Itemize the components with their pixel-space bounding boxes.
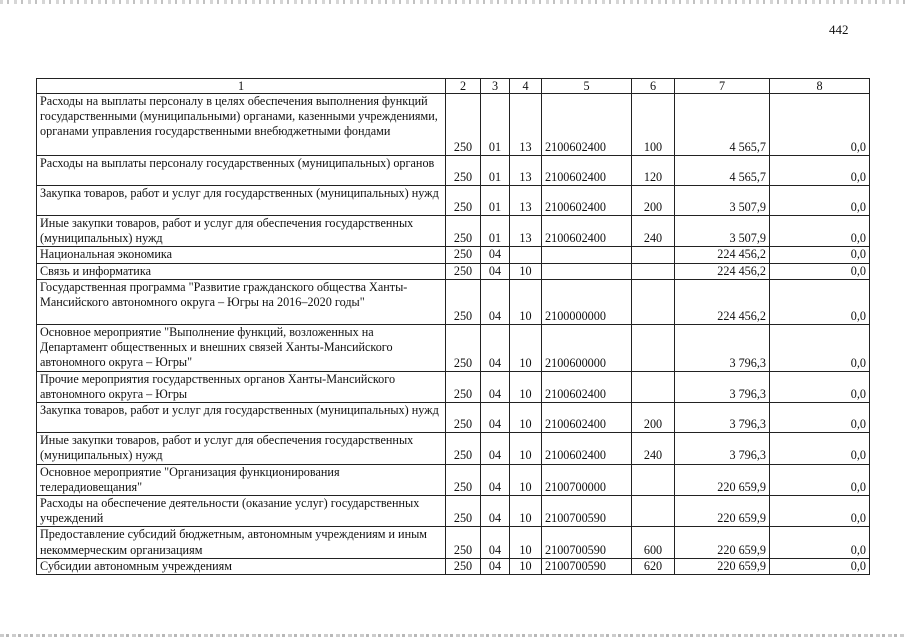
row-value-cell: 0,0	[770, 216, 870, 247]
row-name-cell: Прочие мероприятия государственных органов Ханты-Мансийского автономного округа – Югры	[37, 371, 446, 402]
row-value-cell: 220 659,9	[675, 558, 770, 574]
row-value-cell: 2100602400	[542, 156, 632, 186]
row-value-cell: 620	[632, 558, 675, 574]
column-header: 5	[542, 79, 632, 94]
row-value-cell: 250	[446, 527, 481, 558]
row-value-cell: 2100700000	[542, 464, 632, 495]
row-value-cell: 240	[632, 433, 675, 464]
row-value-cell: 0,0	[770, 247, 870, 263]
row-value-cell: 2100602400	[542, 94, 632, 156]
row-value-cell: 250	[446, 156, 481, 186]
row-value-cell: 13	[510, 216, 542, 247]
row-value-cell: 04	[481, 371, 510, 402]
row-value-cell: 0,0	[770, 156, 870, 186]
row-value-cell: 0,0	[770, 403, 870, 433]
row-name-cell: Предоставление субсидий бюджетным, автономным учреждениям и иным некоммерческим организациям	[37, 527, 446, 558]
table-row	[37, 263, 870, 279]
row-value-cell: 01	[481, 216, 510, 247]
row-value-cell: 10	[510, 527, 542, 558]
row-value-cell	[632, 324, 675, 371]
table-row	[37, 247, 870, 263]
row-value-cell	[632, 496, 675, 527]
row-value-cell: 04	[481, 279, 510, 324]
row-value-cell: 10	[510, 263, 542, 279]
row-value-cell	[632, 279, 675, 324]
row-value-cell: 0,0	[770, 94, 870, 156]
row-value-cell: 240	[632, 216, 675, 247]
column-header: 2	[446, 79, 481, 94]
table-header-row	[37, 79, 870, 94]
row-value-cell: 224 456,2	[675, 279, 770, 324]
row-name-cell: Расходы на выплаты персоналу государственных (муниципальных) органов	[37, 156, 446, 186]
row-value-cell: 220 659,9	[675, 464, 770, 495]
row-value-cell: 10	[510, 371, 542, 402]
table-row	[37, 403, 870, 433]
row-value-cell: 04	[481, 403, 510, 433]
row-value-cell: 3 796,3	[675, 433, 770, 464]
row-value-cell: 2100602400	[542, 371, 632, 402]
row-value-cell: 0,0	[770, 279, 870, 324]
row-value-cell: 10	[510, 279, 542, 324]
table-row	[37, 464, 870, 495]
table-row	[37, 186, 870, 216]
row-value-cell: 2100700590	[542, 496, 632, 527]
row-value-cell	[632, 247, 675, 263]
row-value-cell: 224 456,2	[675, 263, 770, 279]
row-value-cell: 04	[481, 433, 510, 464]
row-value-cell: 0,0	[770, 496, 870, 527]
table-row	[37, 156, 870, 186]
row-value-cell: 01	[481, 94, 510, 156]
table-row	[37, 433, 870, 464]
row-value-cell: 600	[632, 527, 675, 558]
row-value-cell: 200	[632, 186, 675, 216]
row-name-cell: Основное мероприятие "Организация функционирования телерадиовещания"	[37, 464, 446, 495]
row-value-cell: 250	[446, 94, 481, 156]
row-value-cell: 250	[446, 216, 481, 247]
column-header: 3	[481, 79, 510, 94]
table-row	[37, 558, 870, 574]
row-value-cell: 250	[446, 403, 481, 433]
row-value-cell: 04	[481, 527, 510, 558]
scan-edge-top	[0, 0, 905, 4]
row-name-cell: Государственная программа "Развитие гражданского общества Ханты-Мансийского автономного округа – Югры на 2016–2020 годы"	[37, 279, 446, 324]
scan-edge-bottom	[0, 634, 905, 637]
row-value-cell: 2100600000	[542, 324, 632, 371]
row-value-cell: 2100602400	[542, 186, 632, 216]
row-value-cell: 3 507,9	[675, 186, 770, 216]
row-name-cell: Связь и информатика	[37, 263, 446, 279]
row-value-cell: 220 659,9	[675, 496, 770, 527]
row-value-cell: 4 565,7	[675, 94, 770, 156]
row-value-cell	[542, 263, 632, 279]
row-value-cell: 224 456,2	[675, 247, 770, 263]
row-value-cell: 250	[446, 279, 481, 324]
row-value-cell: 0,0	[770, 558, 870, 574]
row-name-cell: Расходы на выплаты персоналу в целях обеспечения выполнения функций государственными (муниципальными) органами, казенными учреждениями, органами управления государственными внебюджетными фондами	[37, 94, 446, 156]
row-value-cell: 04	[481, 247, 510, 263]
row-name-cell: Иные закупки товаров, работ и услуг для обеспечения государственных (муниципальных) нужд	[37, 216, 446, 247]
row-value-cell: 200	[632, 403, 675, 433]
row-value-cell: 100	[632, 94, 675, 156]
row-value-cell: 250	[446, 464, 481, 495]
row-value-cell: 10	[510, 433, 542, 464]
row-value-cell: 0,0	[770, 263, 870, 279]
row-value-cell: 01	[481, 186, 510, 216]
row-value-cell: 04	[481, 464, 510, 495]
row-name-cell: Закупка товаров, работ и услуг для государственных (муниципальных) нужд	[37, 403, 446, 433]
row-value-cell: 2100602400	[542, 216, 632, 247]
row-value-cell: 10	[510, 324, 542, 371]
table-row	[37, 324, 870, 371]
row-value-cell: 13	[510, 94, 542, 156]
row-value-cell: 3 796,3	[675, 403, 770, 433]
row-value-cell: 250	[446, 558, 481, 574]
row-value-cell: 2100602400	[542, 403, 632, 433]
row-value-cell: 10	[510, 403, 542, 433]
table-row	[37, 371, 870, 402]
column-header: 7	[675, 79, 770, 94]
row-value-cell: 250	[446, 324, 481, 371]
budget-table	[36, 78, 870, 575]
row-value-cell: 3 796,3	[675, 371, 770, 402]
column-header: 1	[37, 79, 446, 94]
row-value-cell: 2100000000	[542, 279, 632, 324]
row-value-cell: 13	[510, 186, 542, 216]
table-row	[37, 527, 870, 558]
row-value-cell: 250	[446, 186, 481, 216]
row-value-cell: 2100700590	[542, 527, 632, 558]
row-name-cell: Национальная экономика	[37, 247, 446, 263]
row-value-cell: 04	[481, 324, 510, 371]
row-value-cell: 3 507,9	[675, 216, 770, 247]
row-value-cell: 2100700590	[542, 558, 632, 574]
table-row	[37, 94, 870, 156]
row-value-cell: 3 796,3	[675, 324, 770, 371]
column-header: 6	[632, 79, 675, 94]
row-value-cell: 10	[510, 496, 542, 527]
row-value-cell: 2100602400	[542, 433, 632, 464]
row-value-cell	[632, 371, 675, 402]
row-value-cell: 04	[481, 558, 510, 574]
row-value-cell	[510, 247, 542, 263]
row-value-cell: 04	[481, 263, 510, 279]
table-row	[37, 496, 870, 527]
row-value-cell: 0,0	[770, 324, 870, 371]
row-value-cell: 250	[446, 496, 481, 527]
table-row	[37, 216, 870, 247]
row-name-cell: Закупка товаров, работ и услуг для государственных (муниципальных) нужд	[37, 186, 446, 216]
row-value-cell	[542, 247, 632, 263]
row-value-cell: 220 659,9	[675, 527, 770, 558]
row-value-cell: 10	[510, 558, 542, 574]
row-value-cell: 0,0	[770, 433, 870, 464]
row-value-cell: 120	[632, 156, 675, 186]
row-name-cell: Основное мероприятие "Выполнение функций, возложенных на Департамент общественных и внешних связей Ханты-Мансийского автономного округа – Югры"	[37, 324, 446, 371]
row-value-cell: 13	[510, 156, 542, 186]
row-value-cell: 250	[446, 247, 481, 263]
row-value-cell: 250	[446, 433, 481, 464]
row-value-cell: 0,0	[770, 371, 870, 402]
row-value-cell: 0,0	[770, 464, 870, 495]
column-header: 4	[510, 79, 542, 94]
row-value-cell: 250	[446, 263, 481, 279]
row-value-cell: 250	[446, 371, 481, 402]
row-value-cell: 10	[510, 464, 542, 495]
row-value-cell: 01	[481, 156, 510, 186]
row-value-cell: 04	[481, 496, 510, 527]
row-name-cell: Иные закупки товаров, работ и услуг для обеспечения государственных (муниципальных) нужд	[37, 433, 446, 464]
row-value-cell	[632, 263, 675, 279]
row-name-cell: Расходы на обеспечение деятельности (оказание услуг) государственных учреждений	[37, 496, 446, 527]
row-name-cell: Субсидии автономным учреждениям	[37, 558, 446, 574]
row-value-cell: 0,0	[770, 186, 870, 216]
row-value-cell: 4 565,7	[675, 156, 770, 186]
row-value-cell	[632, 464, 675, 495]
row-value-cell: 0,0	[770, 527, 870, 558]
column-header: 8	[770, 79, 870, 94]
table-row	[37, 279, 870, 324]
page-number: 442	[829, 22, 849, 37]
